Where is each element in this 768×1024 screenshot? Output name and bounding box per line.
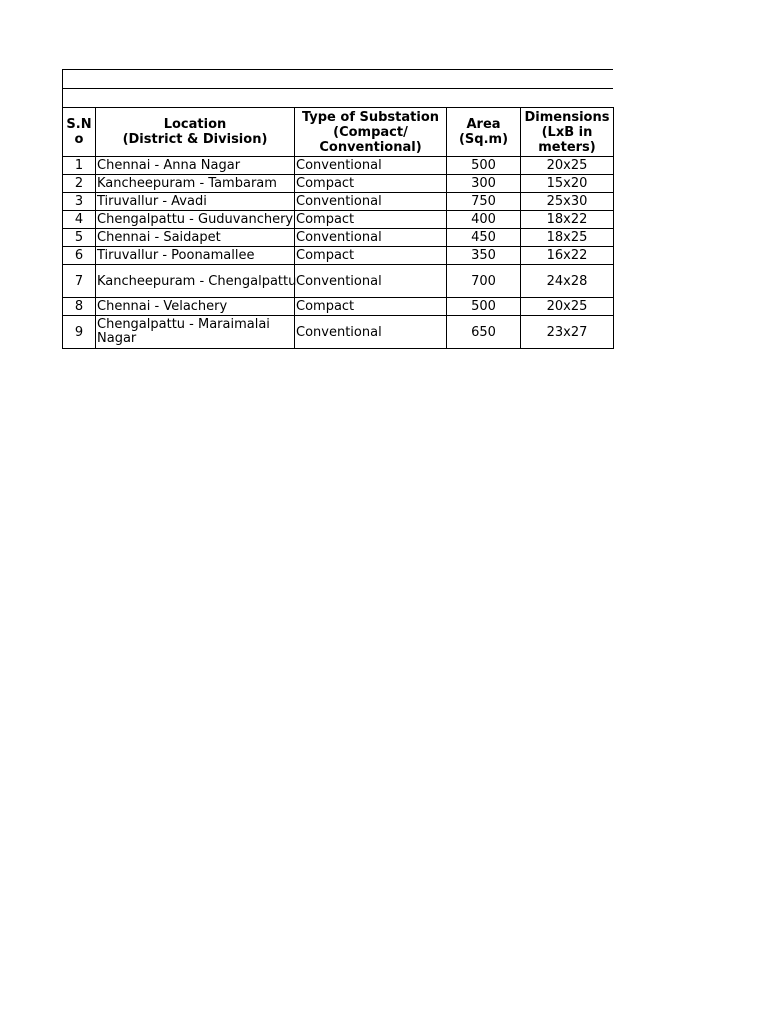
cell-type: Conventional bbox=[295, 316, 447, 349]
cell-type: Conventional bbox=[295, 193, 447, 211]
table-row bbox=[63, 157, 614, 175]
header-sno: S.N o bbox=[63, 108, 96, 157]
cell-area: 300 bbox=[447, 175, 521, 193]
table-row bbox=[63, 247, 614, 265]
cell-type: Compact bbox=[295, 298, 447, 316]
substation-table bbox=[62, 107, 614, 349]
cell-dimensions: 24x28 bbox=[521, 265, 614, 298]
blank-row bbox=[62, 69, 613, 88]
header-row bbox=[63, 108, 614, 157]
cell-area: 700 bbox=[447, 265, 521, 298]
cell-location: Chennai - Velachery bbox=[96, 298, 295, 316]
cell-sno: 4 bbox=[63, 211, 96, 229]
cell-area: 450 bbox=[447, 229, 521, 247]
cell-area: 650 bbox=[447, 316, 521, 349]
cell-dimensions: 15x20 bbox=[521, 175, 614, 193]
cell-dimensions: 18x25 bbox=[521, 229, 614, 247]
cell-sno: 6 bbox=[63, 247, 96, 265]
cell-location: Kancheepuram - Tambaram bbox=[96, 175, 295, 193]
cell-type: Conventional bbox=[295, 229, 447, 247]
cell-dimensions: 20x25 bbox=[521, 298, 614, 316]
cell-area: 750 bbox=[447, 193, 521, 211]
cell-dimensions: 18x22 bbox=[521, 211, 614, 229]
cell-type: Conventional bbox=[295, 265, 447, 298]
cell-area: 500 bbox=[447, 298, 521, 316]
cell-area: 400 bbox=[447, 211, 521, 229]
cell-location: Chengalpattu - Guduvanchery bbox=[97, 212, 294, 227]
cell-sno: 5 bbox=[63, 229, 96, 247]
cell-location: Tiruvallur - Poonamallee bbox=[96, 247, 295, 265]
cell-location: Chennai - Saidapet bbox=[96, 229, 295, 247]
header-area: Area (Sq.m) bbox=[447, 108, 521, 157]
cell-location: Chengalpattu - Maraimalai Nagar bbox=[96, 316, 295, 349]
cell-type: Compact bbox=[295, 211, 447, 229]
table-row bbox=[63, 211, 614, 229]
table-row bbox=[63, 265, 614, 298]
cell-type: Conventional bbox=[295, 157, 447, 175]
cell-location: Tiruvallur - Avadi bbox=[96, 193, 295, 211]
cell-dimensions: 16x22 bbox=[521, 247, 614, 265]
blank-row bbox=[62, 88, 613, 107]
cell-dimensions: 20x25 bbox=[521, 157, 614, 175]
table-row bbox=[63, 193, 614, 211]
cell-area: 350 bbox=[447, 247, 521, 265]
cell-sno: 3 bbox=[63, 193, 96, 211]
cell-type: Compact bbox=[295, 247, 447, 265]
cell-dimensions: 25x30 bbox=[521, 193, 614, 211]
header-location: Location (District & Division) bbox=[96, 108, 295, 157]
header-dimensions: Dimensions (LxB in meters) bbox=[521, 108, 614, 157]
table-row bbox=[63, 229, 614, 247]
table-row bbox=[63, 298, 614, 316]
cell-area: 500 bbox=[447, 157, 521, 175]
cell-dimensions: 23x27 bbox=[521, 316, 614, 349]
cell-sno: 9 bbox=[63, 316, 96, 349]
cell-sno: 1 bbox=[63, 157, 96, 175]
cell-location: Kancheepuram - Chengalpattu bbox=[96, 265, 295, 298]
cell-sno: 8 bbox=[63, 298, 96, 316]
header-type: Type of Substation (Compact/ Conventional) bbox=[295, 108, 447, 157]
cell-type: Compact bbox=[295, 175, 447, 193]
table-row bbox=[63, 316, 614, 349]
spreadsheet-sheet bbox=[62, 69, 614, 349]
table-row bbox=[63, 175, 614, 193]
cell-location: Chennai - Anna Nagar bbox=[96, 157, 295, 175]
cell-sno: 7 bbox=[63, 265, 96, 298]
cell-sno: 2 bbox=[63, 175, 96, 193]
blank-title-rows bbox=[62, 69, 613, 107]
